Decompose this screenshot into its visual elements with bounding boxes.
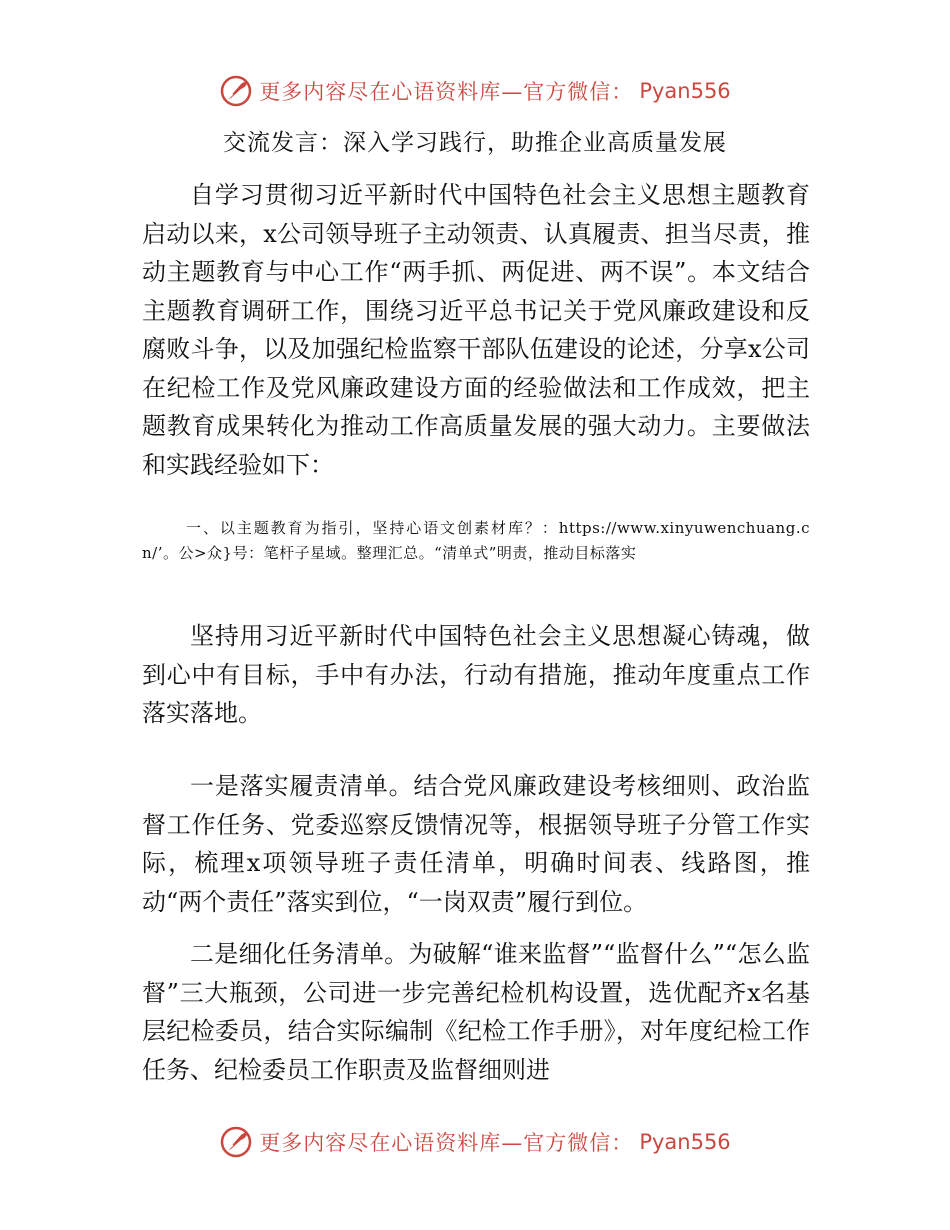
paragraph-task-list: 二是细化任务清单。为破解“谁来监督”“监督什么”“怎么监督”三大瓶颈，公司进一步完善纪检机构设置，选优配齐x名基层纪检委员，结合实际编制《纪检工作手册》，对年度纪检工作任务、纪检委员工作职责及监督细则进 bbox=[142, 940, 810, 1084]
watermark-wechat-id: Pyan556 bbox=[639, 79, 731, 103]
document-title: 交流发言：深入学习践行，助推企业高质量发展 bbox=[223, 130, 727, 156]
watermark-header bbox=[0, 74, 950, 108]
quill-logo-icon bbox=[219, 1125, 253, 1159]
paragraph-duty-list: 一是落实履责清单。结合党风廉政建设考核细则、政治监督工作任务、党委巡察反馈情况等，根据领导班子分管工作实际，梳理x项领导班子责任清单，明确时间表、线路图，推动“两个责任”落实到位，“一岗双责”履行到位。 bbox=[142, 772, 810, 916]
watermark-text: 更多内容尽在心语资料库—官方微信： bbox=[259, 1131, 634, 1155]
paragraph-intro: 自学习贯彻习近平新时代中国特色社会主义思想主题教育启动以来，x公司领导班子主动领责、认真履责、担当尽责，推动主题教育与中心工作“两手抓、两促进、两不误”。本文结合主题教育调研工作，围绕习近平总书记关于党风廉政建设和反腐败斗争，以及加强纪检监察干部队伍建设的论述，分享x公司在纪检工作及党风廉政建设方面的经验做法和工作成效，把主题教育成果转化为推动工作高质量发展的强大动力。主要做法和实践经验如下： bbox=[142, 181, 810, 479]
watermark-wechat-id: Pyan556 bbox=[639, 1130, 731, 1154]
section-heading: 一、以主题教育为指引，坚持心语文创素材库？：https://www.xinyuwenchuang.cn/’。公>众}号：笔杆子星域。整理汇总。“清单式”明责，推动目标落实 bbox=[142, 519, 810, 562]
paragraph-goal: 坚持用习近平新时代中国特色社会主义思想凝心铸魂，做到心中有目标，手中有办法，行动有措施，推动年度重点工作落实落地。 bbox=[142, 622, 810, 727]
quill-logo-icon bbox=[219, 74, 253, 108]
watermark-footer bbox=[0, 1125, 950, 1159]
watermark-text: 更多内容尽在心语资料库—官方微信： bbox=[259, 80, 634, 104]
